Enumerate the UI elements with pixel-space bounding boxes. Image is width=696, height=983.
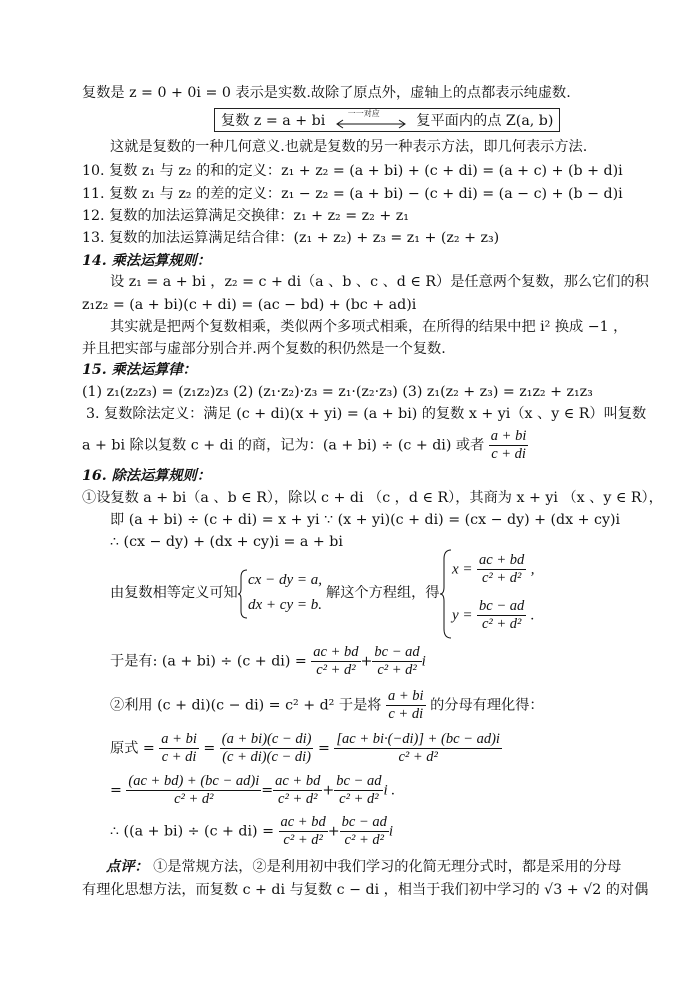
system-intro: 由复数相等定义可知	[110, 585, 238, 601]
conclusion-numerator-1: ac + bd	[280, 814, 326, 830]
result-numerator-1: ac + bd	[313, 644, 359, 660]
method-2-numerator: a + bi	[387, 688, 424, 704]
line-14-c: 其实就是把两个复数相乘，类似两个多项式相乘，在所得的结果中把 i² 换成 −1 ，	[110, 319, 628, 335]
note-text-1: ①是常规方法，②是利用初中我们学习的化简无理分式时，都是采用的分母	[153, 859, 622, 875]
original-expression-line	[110, 731, 502, 766]
fraction-numerator: a + bi	[490, 428, 527, 444]
original-denominator-1: c + di	[161, 749, 197, 765]
original-equals-2: =	[317, 740, 330, 757]
result-prefix: 于是有: (a + bi) ÷ (c + di) =	[110, 653, 307, 670]
solution-x-denominator: c² + d²	[481, 570, 522, 586]
line-16-heading: 16. 除法运算规则：	[82, 468, 211, 484]
system-equation-1: cx − dy = a,	[248, 572, 322, 588]
simplified-plus: +	[322, 782, 335, 799]
solution-x-numerator: ac + bd	[479, 552, 525, 568]
conclusion-line	[110, 814, 393, 849]
line-10-sum-definition: 10. 复数 z₁ 与 z₂ 的和的定义：z₁ + z₂ = (a + bi) + (c + di) = (a + c) + (b + d)i	[82, 163, 623, 179]
conclusion-fraction-2	[340, 814, 389, 849]
line-15-heading: 15. 乘法运算律：	[82, 362, 197, 378]
line-12-commutative: 12. 复数的加法运算满足交换律：z₁ + z₂ = z₂ + z₁	[82, 208, 409, 224]
line-geometric-meaning: 这就是复数的一种几何意义.也就是复数的另一种表示方法，即几何表示方法.	[110, 139, 588, 155]
solution-y-label: y =	[452, 607, 473, 624]
conclusion-denominator-2: c² + d²	[344, 832, 384, 848]
original-denominator-2: (c + di)(c − di)	[222, 749, 312, 765]
original-denominator-3: c² + d²	[398, 749, 438, 765]
result-numerator-2: bc − ad	[374, 644, 420, 660]
solution-y-fraction	[477, 598, 526, 633]
box-left-text: 复数 z = a + bi	[221, 113, 326, 129]
simplified-denominator-1: c² + d²	[174, 791, 214, 807]
solution-x-comma: ,	[530, 561, 535, 578]
line-14-b: z₁z₂ = (a + bi)(c + di) = (ac − bd) + (bc + ad)i	[82, 297, 417, 313]
left-brace-system	[238, 569, 248, 619]
correspondence-box	[214, 108, 560, 132]
box-right-text: 复平面内的点 Z(a, b)	[416, 113, 554, 129]
method-2-text: ②利用 (c + di)(c − di) = c² + d² 于是将	[110, 697, 382, 714]
original-fraction-3	[334, 731, 502, 766]
original-numerator-1: a + bi	[161, 731, 197, 747]
method-2-line	[110, 688, 544, 723]
arrow-label: 一一对应	[347, 109, 380, 118]
result-denominator-2: c² + d²	[377, 662, 417, 678]
result-denominator-1: c² + d²	[316, 662, 356, 678]
line-16-c: ∴ (cx − dy) + (dx + cy)i = a + bi	[110, 534, 343, 550]
note-line-1	[106, 858, 621, 876]
result-line	[110, 644, 426, 679]
original-numerator-3: [ac + bi·(−di)] + (bc − ad)i	[336, 731, 500, 747]
conclusion-fraction-1	[279, 814, 328, 849]
solution-x-label: x =	[452, 561, 473, 578]
fraction-quotient	[489, 428, 529, 463]
solution-y-period: .	[530, 607, 535, 624]
original-fraction-1	[159, 731, 199, 766]
simplified-denominator-2: c² + d²	[278, 791, 318, 807]
solution-y-numerator: bc − ad	[479, 598, 525, 614]
simplified-fraction-3	[334, 773, 383, 808]
simplified-equals: =	[110, 782, 122, 799]
solution-x-fraction	[477, 552, 526, 587]
simplified-numerator-2: ac + bd	[275, 773, 321, 789]
line-division-definition: 3. 复数除法定义：满足 (c + di)(x + yi) = (a + bi) 的复数 x + yi（x 、y ∈ R）叫复数	[86, 406, 647, 422]
conclusion-numerator-2: bc − ad	[341, 814, 387, 830]
system-equation-2: dx + cy = b.	[248, 597, 322, 613]
left-brace-solution	[440, 549, 452, 639]
line-11-difference-definition: 11. 复数 z₁ 与 z₂ 的差的定义：z₁ − z₂ = (a + bi) − (c + di) = (a − c) + (b − d)i	[82, 186, 623, 202]
line-16-a: ①设复数 a + bi（a 、b ∈ R），除以 c + di （c ，d ∈ R），其商为 x + yi （x 、y ∈ R），	[82, 490, 663, 506]
line-15-laws: (1) z₁(z₂z₃) = (z₁z₂)z₃ (2) (z₁·z₂)·z₃ = z₁·(z₂·z₃) (3) z₁(z₂ + z₃) = z₁z₂ + z₁z₃	[82, 384, 593, 400]
solution-y-denominator: c² + d²	[481, 616, 522, 632]
conclusion-denominator-1: c² + d²	[283, 832, 323, 848]
simplified-equals-2: =	[261, 782, 274, 799]
simplified-i: i .	[383, 782, 396, 799]
simplified-numerator-3: bc − ad	[336, 773, 382, 789]
simplified-fraction-1	[126, 773, 261, 808]
simplified-fraction-2	[273, 773, 322, 808]
simplified-numerator-1: (ac + bd) + (bc − ad)i	[128, 773, 260, 789]
simplified-line	[110, 773, 395, 808]
simplified-denominator-3: c² + d²	[339, 791, 379, 807]
method-2-fraction	[386, 688, 426, 723]
line-division-notation	[82, 428, 528, 463]
result-plus: +	[360, 653, 373, 670]
conclusion-i: i	[388, 823, 394, 840]
solve-text: 解这个方程组，得	[326, 585, 440, 601]
line-13-associative: 13. 复数的加法运算满足结合律：(z₁ + z₂) + z₃ = z₁ + (z₂ + z₃)	[82, 230, 500, 246]
solution-x	[452, 552, 535, 587]
solution-y	[452, 598, 535, 633]
method-2-denominator: c + di	[388, 706, 424, 722]
result-fraction-2	[372, 644, 421, 679]
one-to-one-arrow	[334, 109, 408, 128]
note-line-2: 有理化思想方法，而复数 c + di 与复数 c − di ，相当于我们初中学习的 √3 + √2 的对偶	[82, 882, 649, 898]
conclusion-prefix: ∴ ((a + bi) ÷ (c + di) =	[110, 823, 274, 840]
original-label: 原式 =	[110, 740, 155, 757]
original-fraction-2	[220, 731, 314, 766]
result-fraction-1	[311, 644, 360, 679]
line-14-d: 并且把实部与虚部分别合并.两个复数的积仍然是一个复数.	[82, 341, 446, 357]
method-2-suffix: 的分母有理化得：	[430, 697, 544, 714]
division-notation-text: a + bi 除以复数 c + di 的商，记为：(a + bi) ÷ (c + di) 或者	[82, 437, 485, 454]
line-pure-imaginary: 复数是 z = 0 + 0i = 0 表示是实数.故除了原点外，虚轴上的点都表示纯虚数.	[82, 85, 571, 101]
fraction-denominator: c + di	[491, 446, 526, 462]
note-label: 点评：	[106, 859, 149, 875]
conclusion-plus: +	[327, 823, 340, 840]
result-i: i	[421, 653, 426, 670]
original-numerator-2: (a + bi)(c − di)	[221, 731, 312, 747]
original-equals-1: =	[203, 740, 216, 757]
line-16-b: 即 (a + bi) ÷ (c + di) = x + yi ∵ (x + yi)(c + di) = (cx − dy) + (dx + cy)i	[110, 512, 621, 528]
line-14-heading: 14. 乘法运算规则：	[82, 253, 211, 269]
line-14-a: 设 z₁ = a + bi ，z₂ = c + di（a 、b 、c 、d ∈ R）是任意两个复数，那么它们的积	[110, 274, 649, 290]
